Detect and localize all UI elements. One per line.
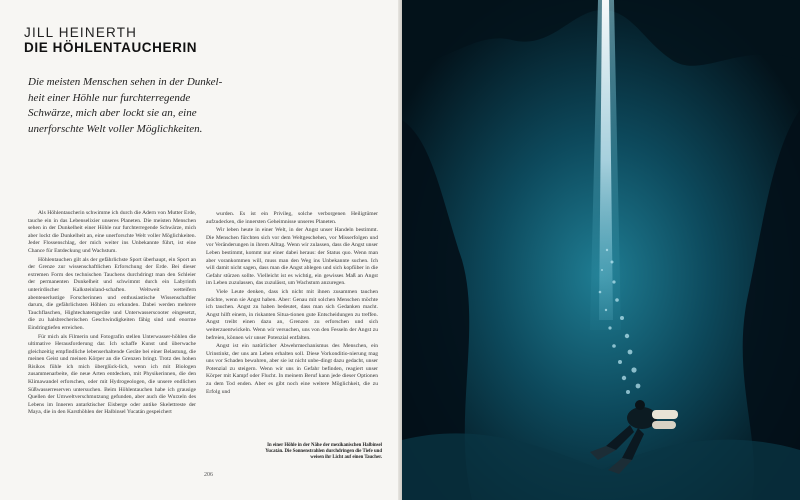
lead-quote [28,75,368,137]
body-column-left [28,210,196,418]
cave-diver-photo [402,0,800,500]
body-paragraph: Viele Leute denken, dass ich nicht mit ihnen zusammen tauchen möchte, wenn sie Angst haben. Aber: Genau mit solchen Menschen möchte ich tauchen. Angst zu haben bedeutet, dass man sich Gedanken macht. Angst hilft einem, in riskanten Situa-tionen gute Entscheidungen zu treffen. Angst treibt einen dazu an, Grenzen zu erforschen und sich weiterzuentwickeln. Wenn wir versuchen, uns von den Fesseln der Angst zu befreien, können wir unser Potenzial entfalten. [206,288,378,341]
body-paragraph: wurden. Es ist ein Privileg, solche verborgenen Heiligtümer aufzudecken, die innersten Geheimnisse unseres Planeten. [206,211,378,225]
body-paragraph: Für mich als Filmerin und Fotografin stellen Unterwasser-höhlen die ultimative Herausforderung dar. Ich schaffe Kunst und überwache gleichzeitig empfindliche lebenserhaltende Geräte bei einer Belastung, die meinen Geist und meinen Körper an die Grenzen bringt. Trotz des hohen Risikos fühle ich mich überglück-lich, wenn ich mit Biologen zusammenarbeite, die neue Arten entdecken, mit Physikerinnen, die den Klimawandel erforschen, oder mit Hydrogeologen, die unsere endlichen Süßwasserreserven untersuchen. Beim Höhlentauchen habe ich grausige Quellen der Umweltverschmutzung gefunden, aber auch die Wurzeln des Lebens im Inneren antarktischer Eisberge oder antike Skelettreste der Maya, die in den Karsthöhlen der Halbinsel Yucatán gespeichert [28,333,196,416]
body-paragraph: Als Höhlentaucherin schwimme ich durch die Adern von Mutter Erde, tauche ein in das Lebenselixier unseres Planeten. Die meisten Menschen sehen in der Dunkelheit einer Höhle nur furchterregende Schwärze, mich aber lockt die Dunkelheit an, eine unerforschte Welt voller Möglichkeiten. Jeder Flossenschlag, der mich weiter ins Unbekannte führt, ist eine Chance für Entdeckung und Wachstum. [28,210,196,254]
body-paragraph: Höhlentauchen gilt als der gefährlichste Sport überhaupt, ein Sport an der Grenze zur wissenschaftlichen Erforschung der Erde. Bei dieser extremen Form des technischen Tauchens durchdringt man den Schleier der permanenten Dunkelheit und schwimmt durch ein Labyrinth unterirdischer Kalksteinland-schaften. Weltweit wetteifern abenteuerlustige Forscherinnen und enthusiastische Wissenschaftler darum, die gefährlichsten Höhlen zu erkunden. Dabei werden mehrere Tauchflaschen, Hightechatemgeräte und Unterwasserscooter eingesetzt, die zu halsbrecherischen Geschwindigkeiten fähig sind und enorme Eindringtiefen erreichen. [28,256,196,331]
photo-illustration [402,0,800,500]
article-title: DIE HÖHLENTAUCHERIN [24,40,198,55]
lead-line: heit einer Höhle nur furchterregende [28,91,191,104]
lead-line: Die meisten Menschen sehen in der Dunkel- [28,76,223,88]
lead-line: unerforschte Welt voller Möglichkeiten. [28,122,203,135]
photo-caption: In einer Höhle in der Nähe der mexikanischen Halbinsel Yucatán. Die Sonnenstrahlen durchdringen die Tiefe und weisen ihr Licht auf einen Taucher. [265,443,382,460]
body-paragraph: Wir leben heute in einer Welt, in der Angst unser Handeln bestimmt. Die Menschen fürchten sich vor dem Weltgeschehen, vor Misserfolgen und vor Veränderungen in ihrem Alltag. Wenn wir zulassen, dass die Angst unser Leben bestimmt, kommt nur einer dabei heraus: der Status quo. Wenn man aber vorankommen will, muss man den Weg ins Unbekannte suchen. Ich will damit nicht sagen, dass man die Angst ablegen und sich kopfüber in die Gefahr stürzen sollte. Vielleicht ist es wichtig, ein gewisses Maß an Angst im Leben zuzulassen, das zuzulässt, um Wachstum anzuregen. [206,227,378,287]
body-paragraph: Angst ist ein natürlicher Abwehrmechanismus des Menschen, ein Urinstinkt, der uns am Leben erhalten soll. Diese Vorkonditio-nierung mag uns vor Schaden bewahren, aber sie ist nicht unbe-dingt dazu gedacht, unser Potenzial zu steigern. Wenn wir uns in Gefahr befinden, reagiert unser Körper mit Kampf oder Flucht. In meinem Beruf kann jede dieser Optionen zu dem Tod enden. Aber es gibt noch eine weitere Möglichkeit, die zu Erfolg und [206,343,378,395]
author-name: JILL HEINERTH [24,25,138,40]
page-number: 206 [204,472,213,478]
body-column-right [206,211,378,397]
lead-line: Schwärze, mich aber lockt sie an, eine [28,107,197,119]
